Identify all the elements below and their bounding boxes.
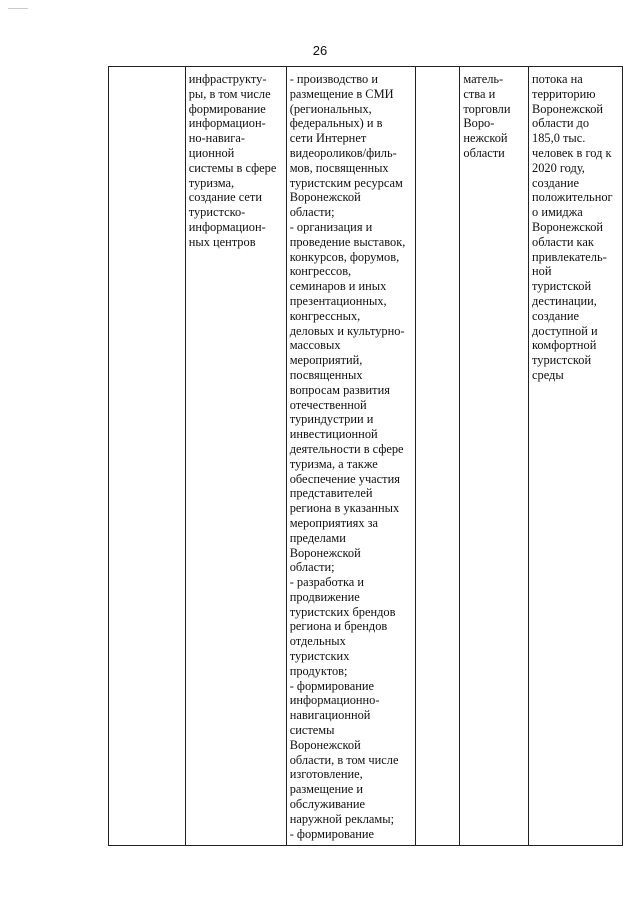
cell-line: обеспечение участия [289, 471, 400, 486]
table-cell-executor [460, 67, 529, 846]
table-cell-number [109, 67, 186, 846]
cell-line: создание сети [188, 190, 262, 205]
cell-line: потока на [532, 72, 583, 86]
table-cell-task [185, 67, 286, 846]
cell-line: - организация и [289, 219, 373, 234]
cell-line: туристской [532, 279, 592, 294]
cell-line: формирование [188, 101, 266, 116]
document-table [108, 66, 623, 846]
cell-line: продвижение [289, 589, 360, 604]
cell-line: информацион- [188, 116, 266, 131]
cell-line: деятельности в сфере [289, 441, 404, 456]
cell-line: информационно- [289, 693, 380, 708]
cell-line: ной [532, 264, 552, 279]
cell-line: Воронежской [532, 101, 604, 116]
cell-line: привлекатель- [532, 249, 607, 264]
cell-line: ных центров [188, 234, 256, 249]
table-row [109, 67, 623, 846]
cell-line: инвестиционной [289, 427, 378, 442]
cell-line: мов, посвященных [289, 160, 389, 175]
cell-line: федеральных) и в [289, 116, 383, 131]
cell-line: нежской [463, 131, 508, 146]
cell-line: туристской [532, 353, 592, 368]
cell-line: области до [532, 116, 590, 131]
cell-line: области как [532, 234, 594, 249]
cell-line: мероприятиях за [289, 515, 379, 530]
cell-line: туристским ресурсам [289, 175, 403, 190]
cell-line: конгрессных, [289, 308, 361, 323]
cell-line: продуктов; [289, 663, 348, 678]
cell-line: представителей [289, 486, 373, 501]
cell-line: ства и [463, 86, 496, 101]
cell-line: массовых [289, 338, 341, 353]
cell-line: Воро- [463, 116, 495, 131]
cell-line: дестинации, [532, 293, 597, 308]
cell-line: - формирование [289, 826, 374, 841]
cell-line: наружной рекламы; [289, 811, 395, 826]
cell-line: региона в указанных [289, 501, 400, 516]
cell-line: посвященных [289, 367, 363, 382]
cell-line: навигационной [289, 708, 371, 723]
cell-line: о имиджа [532, 205, 583, 220]
cell-line: создание [532, 308, 579, 323]
cell-line: туриндустрии и [289, 412, 374, 427]
cell-line: размещение и [289, 782, 363, 797]
cell-line: 2020 году, [532, 160, 585, 175]
cell-line: видеороликов/филь- [289, 145, 397, 160]
cell-line: информацион- [188, 219, 266, 234]
cell-line: (региональных, [289, 101, 372, 116]
table-cell-empty [415, 67, 459, 846]
cell-line: среды [532, 367, 564, 382]
cell-line: изготовление, [289, 767, 363, 782]
cell-line: положительног [532, 190, 613, 205]
table-cell-activities [286, 67, 415, 846]
cell-line: отдельных [289, 634, 346, 649]
cell-line: области [463, 145, 505, 160]
cell-line: - разработка и [289, 575, 365, 590]
cell-line: но-навига- [188, 131, 246, 146]
cell-line: комфортной [532, 338, 597, 353]
cell-line: 185,0 тыс. [532, 131, 586, 146]
cell-line: системы [289, 723, 335, 738]
cell-line: проведение выставок, [289, 234, 406, 249]
cell-line: туристских брендов [289, 604, 396, 619]
cell-line: системы в сфере [188, 160, 277, 175]
cell-line: презентационных, [289, 293, 387, 308]
page-number: 26 [312, 43, 328, 58]
cell-line: деловых и культурно- [289, 323, 405, 338]
cell-line: - формирование [289, 678, 374, 693]
cell-line: ционной [188, 145, 235, 160]
cell-line: - производство и [289, 72, 378, 86]
cell-line: инфраструкту- [188, 72, 267, 86]
cell-line: пределами [289, 530, 346, 545]
cell-line: мероприятий, [289, 353, 363, 368]
cell-line: конгрессов, [289, 264, 352, 279]
cell-line: сети Интернет [289, 131, 367, 146]
cell-line: Воронежской [289, 545, 361, 560]
cell-line: размещение в СМИ [289, 86, 394, 101]
cell-line: конкурсов, форумов, [289, 249, 400, 264]
cell-line: области; [289, 205, 335, 220]
cell-line: туристских [289, 649, 350, 664]
cell-line: человек в год к [532, 145, 612, 160]
cell-line: отечественной [289, 397, 367, 412]
table-cell-result [529, 67, 623, 846]
cell-line: ры, в том числе [188, 86, 271, 101]
cell-line: территорию [532, 86, 596, 101]
cell-line: региона и брендов [289, 619, 388, 634]
cell-line: области; [289, 560, 335, 575]
cell-line: торговли [463, 101, 511, 116]
cell-line: доступной и [532, 323, 598, 338]
cell-line: семинаров и иных [289, 279, 387, 294]
cell-line: области, в том числе [289, 752, 399, 767]
cell-line: Воронежской [532, 219, 604, 234]
cell-line: Воронежской [289, 190, 361, 205]
cell-line: матель- [463, 72, 504, 86]
cell-line: туристско- [188, 205, 246, 220]
scan-corner-mark [8, 8, 28, 12]
cell-line: туризма, а также [289, 456, 378, 471]
cell-line: обслуживание [289, 797, 366, 812]
cell-line: Воронежской [289, 737, 361, 752]
cell-line: создание [532, 175, 579, 190]
cell-line: вопросам развития [289, 382, 390, 397]
cell-line: туризма, [188, 175, 235, 190]
